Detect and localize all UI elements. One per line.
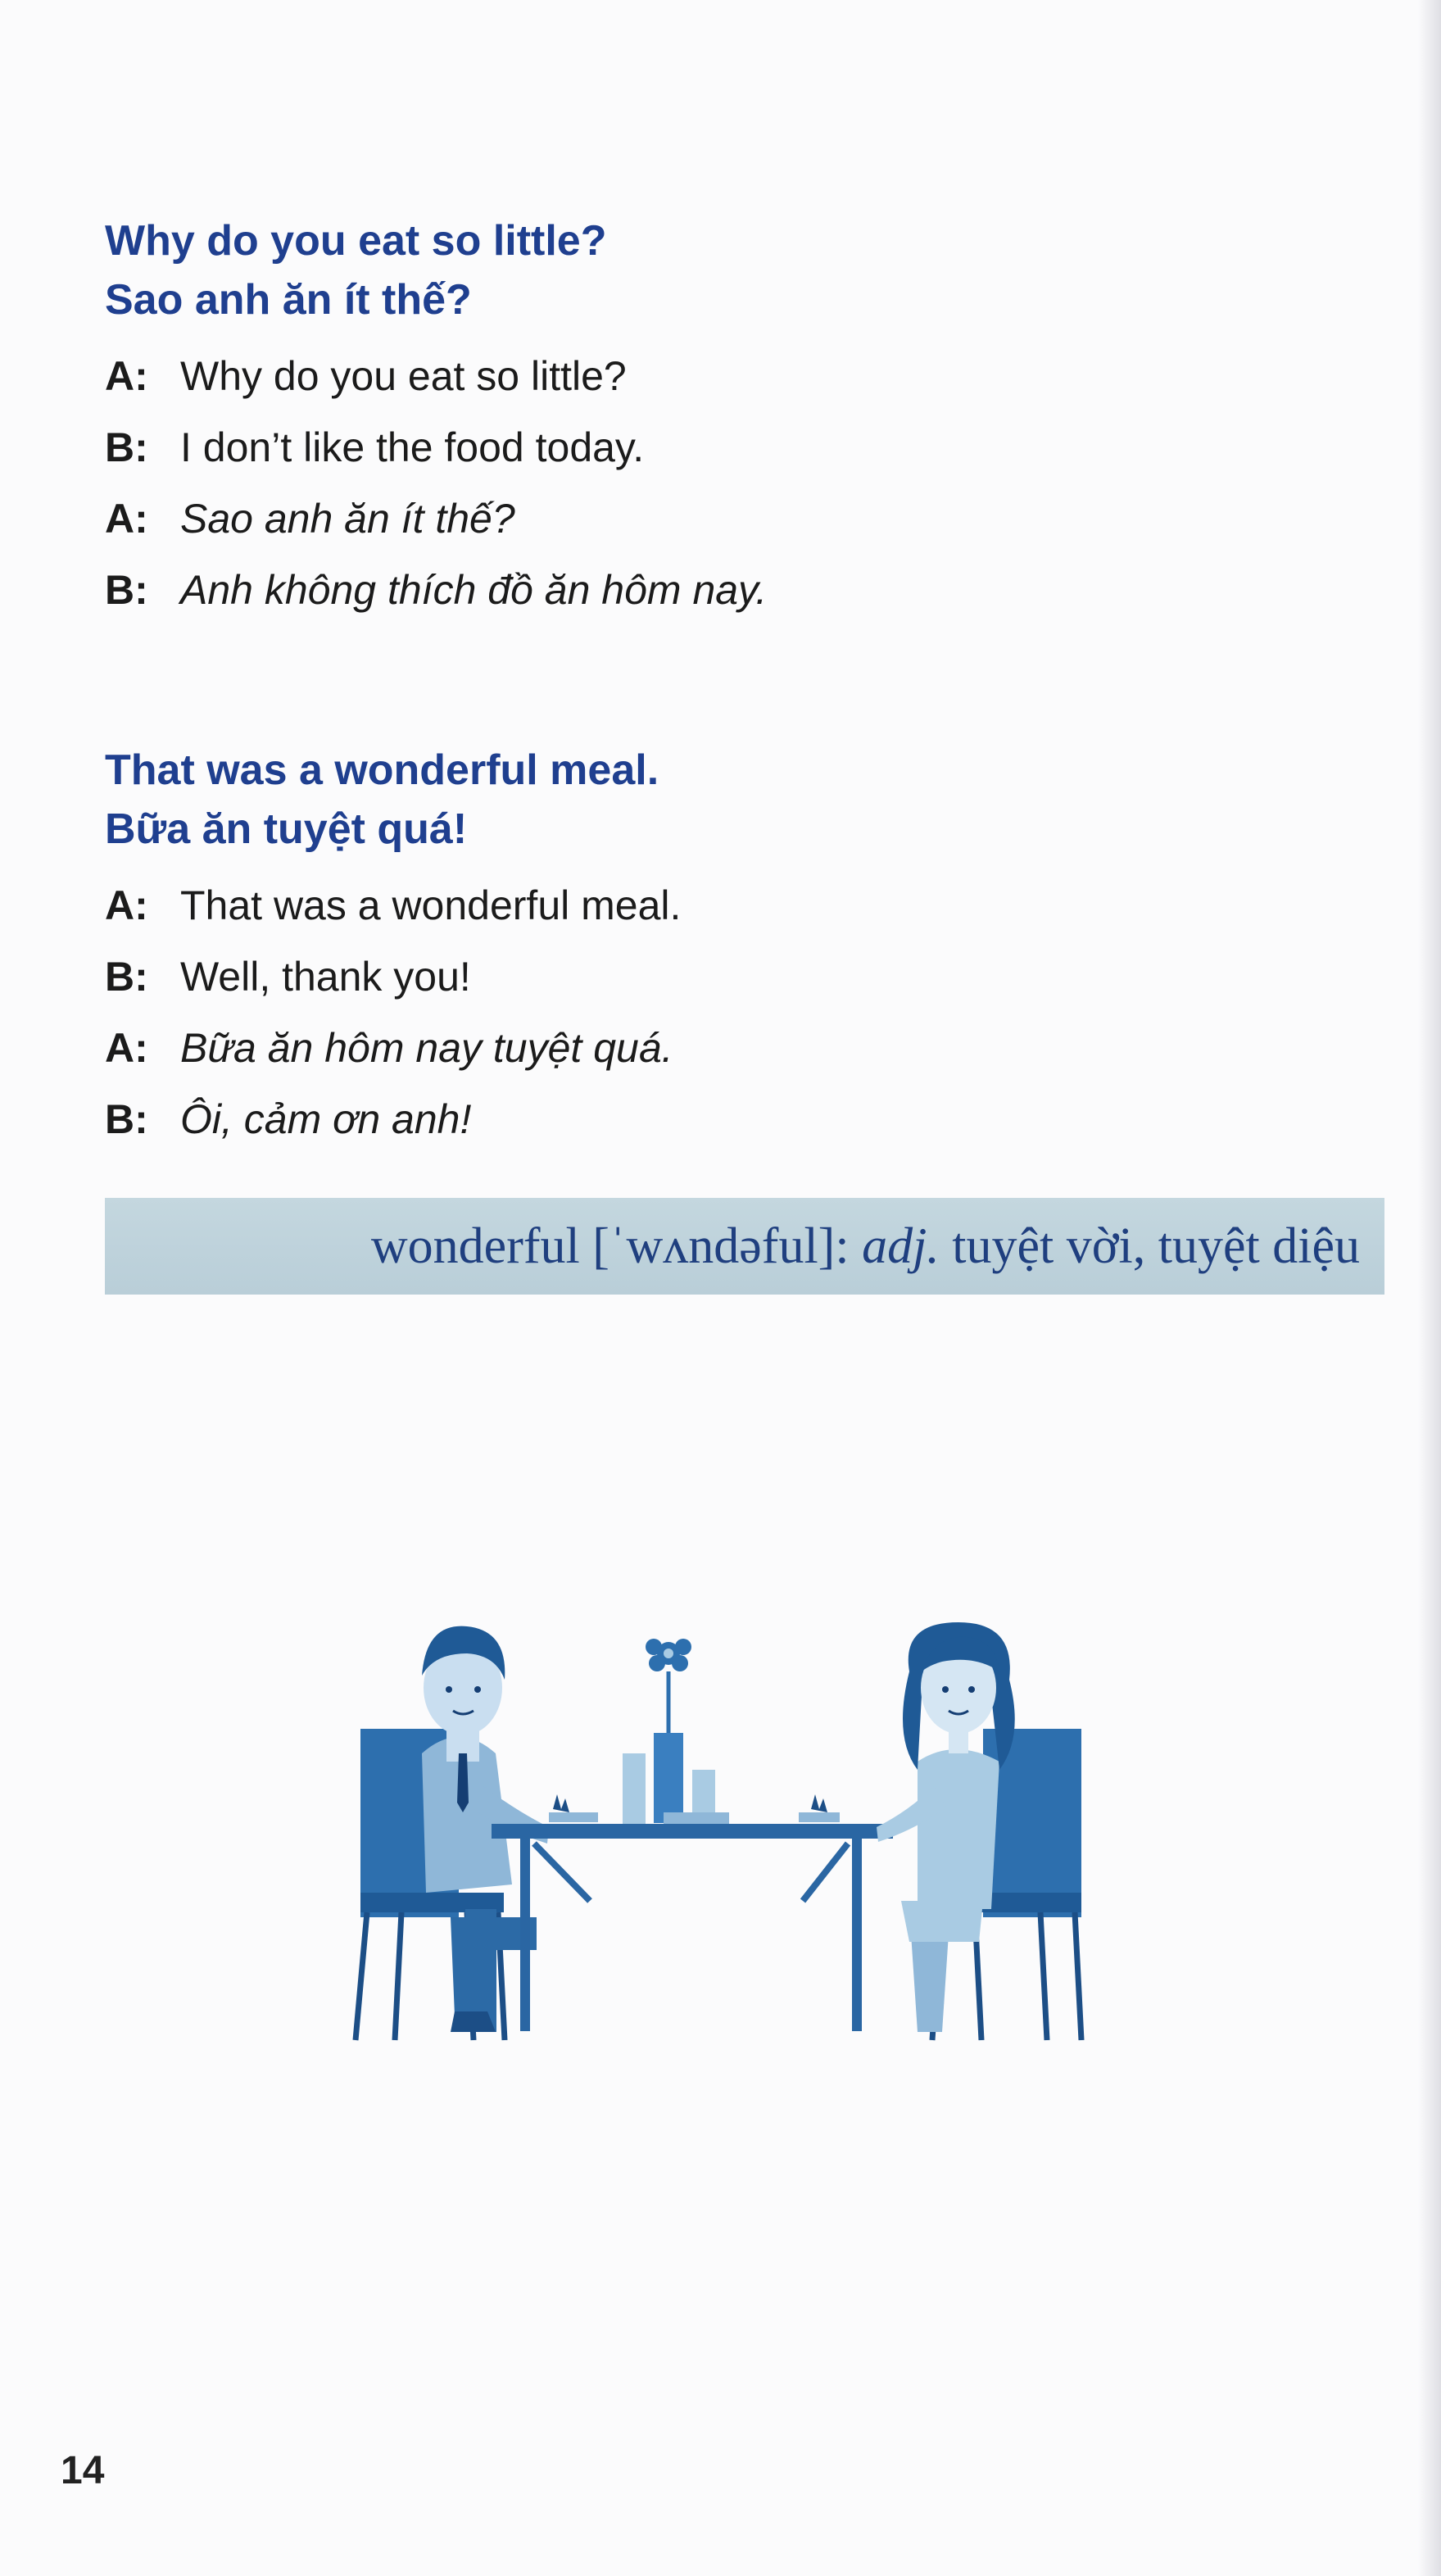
dialogue-line: [105, 870, 1383, 941]
dialogue-line: [105, 341, 1383, 412]
dialogue-text: Sao anh ăn ít thế?: [180, 496, 515, 542]
dining-table: [492, 1824, 893, 2031]
vocabulary-meaning: tuyệt vời, tuyệt diệu: [952, 1218, 1360, 1274]
dialogue: [105, 341, 1383, 626]
dialogue-text: Ôi, cảm ơn anh!: [180, 1096, 472, 1142]
vocabulary-box: [105, 1198, 1384, 1295]
woman-figure: [877, 1622, 1015, 2032]
speaker-label: B:: [105, 954, 148, 1000]
dialogue-text: Why do you eat so little?: [180, 353, 627, 399]
dialogue-line-translation: [105, 555, 1383, 626]
dialogue-text: I don’t like the food today.: [180, 424, 645, 470]
section-heading-vi: Sao anh ăn ít thế?: [105, 276, 472, 324]
dialogue-line-translation: [105, 1084, 1383, 1155]
vocabulary-entry: [371, 1218, 1360, 1276]
speaker-label: B:: [105, 1096, 148, 1142]
dialogue-section-1: [105, 211, 1383, 626]
section-heading-en: That was a wonderful meal.: [105, 746, 659, 794]
vocabulary-part-of-speech: adj.: [862, 1218, 940, 1274]
section-heading-vi: Bữa ăn tuyệt quá!: [105, 805, 468, 853]
dialogue-text: Bữa ăn hôm nay tuyệt quá.: [180, 1025, 673, 1071]
speaker-label: A:: [105, 353, 148, 399]
page-number: 14: [61, 2449, 105, 2492]
dialogue-line: [105, 941, 1383, 1013]
speaker-label: A:: [105, 496, 148, 542]
dialogue-text: That was a wonderful meal.: [180, 882, 682, 928]
table-items: [549, 1639, 840, 1824]
speaker-label: B:: [105, 424, 148, 470]
dialogue-text: Anh không thích đồ ăn hôm nay.: [180, 567, 768, 613]
dialogue-line-translation: [105, 1013, 1383, 1084]
page-edge-shadow: [1418, 0, 1441, 2576]
speaker-label: B:: [105, 567, 148, 613]
section-heading-en: Why do you eat so little?: [105, 217, 607, 265]
speaker-label: A:: [105, 1025, 148, 1071]
dialogue-line-translation: [105, 483, 1383, 555]
dining-couple-illustration: [344, 1598, 1098, 2065]
vocabulary-word: wonderful [ˈwʌndəful]:: [370, 1218, 850, 1274]
dialogue-section-2: [105, 741, 1383, 1155]
dialogue-line: [105, 412, 1383, 483]
dialogue: [105, 870, 1383, 1155]
dialogue-text: Well, thank you!: [180, 954, 471, 1000]
speaker-label: A:: [105, 882, 148, 928]
